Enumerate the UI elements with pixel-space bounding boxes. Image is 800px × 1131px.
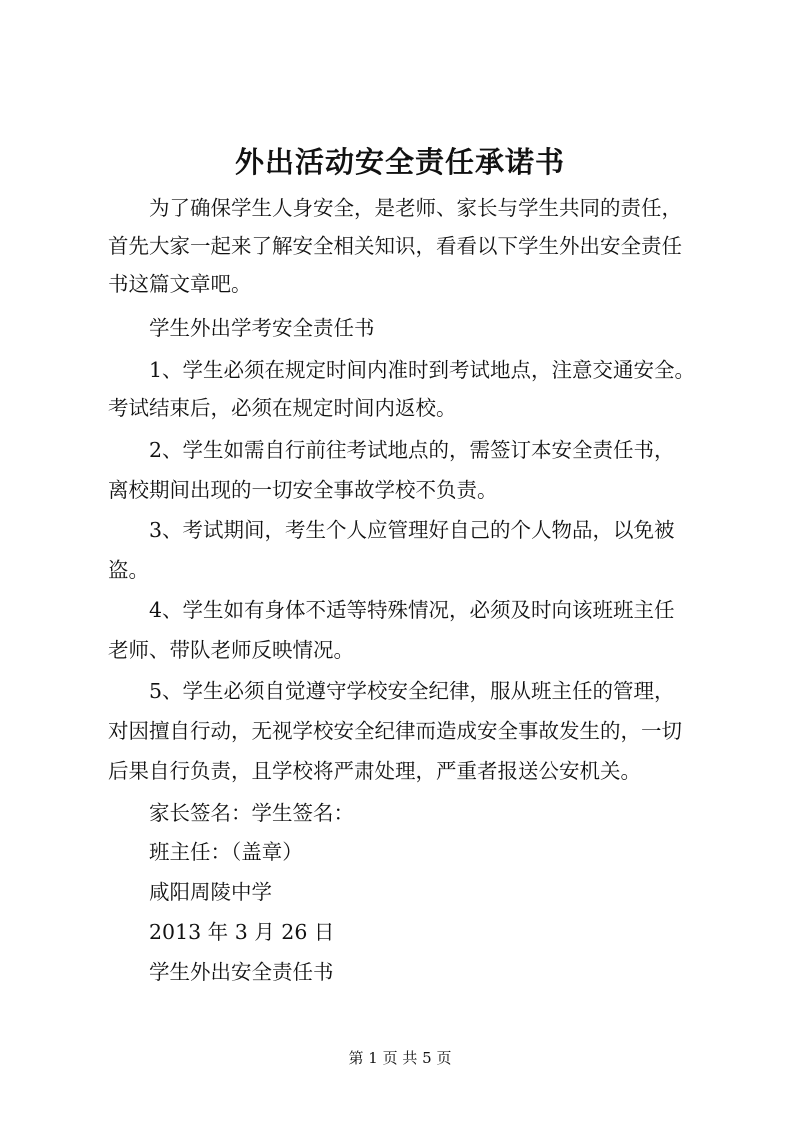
- paragraph-line: 5、学生必须自觉遵守学校安全纪律，服从班主任的管理，: [149, 679, 675, 703]
- document-date: 2013 年 3 月 26 日: [149, 920, 335, 944]
- paragraph-line: 3、考试期间，考生个人应管理好自己的个人物品，以免被: [149, 518, 675, 542]
- paragraph-line: 书这篇文章吧。: [108, 272, 252, 296]
- next-section-heading: 学生外出安全责任书: [149, 960, 334, 984]
- signature-line: 家长签名：学生签名：: [149, 801, 354, 825]
- paragraph-line: 首先大家一起来了解安全相关知识，看看以下学生外出安全责任: [108, 234, 682, 258]
- paragraph-line: 老师、带队老师反映情况。: [108, 638, 354, 662]
- paragraph-line: 考试结束后，必须在规定时间内返校。: [108, 396, 457, 420]
- paragraph-line: 1、学生必须在规定时间内准时到考试地点，注意交通安全。: [149, 358, 696, 382]
- section-heading: 学生外出学考安全责任书: [149, 316, 375, 340]
- paragraph-line: 对因擅自行动，无视学校安全纪律而造成安全事故发生的，一切: [108, 719, 682, 743]
- paragraph-line: 4、学生如有身体不适等特殊情况，必须及时向该班班主任: [149, 598, 675, 622]
- teacher-seal-line: 班主任：（盖章）: [149, 840, 303, 864]
- paragraph-line: 离校期间出现的一切安全事故学校不负责。: [108, 478, 498, 502]
- paragraph-line: 后果自行负责，且学校将严肃处理，严重者报送公安机关。: [108, 759, 641, 783]
- paragraph-line: 为了确保学生人身安全，是老师、家长与学生共同的责任，: [149, 196, 682, 220]
- document-title: 外出活动安全责任承诺书: [234, 145, 565, 179]
- page-footer: 第 1 页 共 5 页: [348, 1049, 452, 1067]
- paragraph-line: 盗。: [108, 558, 149, 582]
- school-name: 咸阳周陵中学: [149, 880, 272, 904]
- paragraph-line: 2、学生如需自行前往考试地点的，需签订本安全责任书，: [149, 438, 675, 462]
